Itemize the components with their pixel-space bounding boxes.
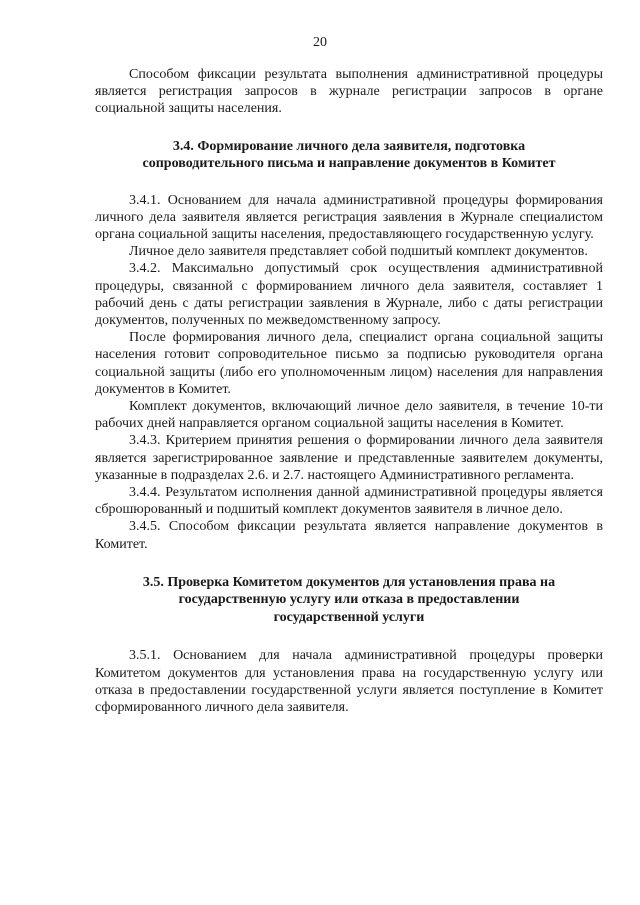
paragraph-3-4-5: 3.4.5. Способом фиксации результата является направление документов в Комитет.	[95, 519, 603, 552]
paragraph-3-4-2: 3.4.2. Максимально допустимый срок осуществления административной процедуры, связанной с формированием личного дела заявителя, составляет 1 рабочий день с даты регистрации заявления в Журнале, либо с даты регистрации документов, полученных по межведомственному запросу.	[95, 261, 603, 329]
paragraph-3-4-1: 3.4.1. Основанием для начала административной процедуры формирования личного дела заявителя является регистрация заявления в Журнале специалистом органа социальной защиты населения, предоставляющего государственную услугу.	[95, 192, 603, 243]
paragraph-3-5-1: 3.5.1. Основанием для начала административной процедуры проверки Комитетом документов для установления права на государственную услугу или отказа в предоставлении государственной услуги является поступление в Комитет сформированного личного дела заявителя.	[95, 648, 603, 715]
intro-paragraph: Способом фиксации результата выполнения административной процедуры является регистрация запросов в журнале регистрации запросов в органе социальной защиты населения.	[95, 67, 603, 117]
paragraph-3-4-4: 3.4.4. Результатом исполнения данной административной процедуры является сброшюрованный и подшитый комплект документов заявителя в личное дело.	[95, 485, 603, 518]
paragraph-personal-file: Личное дело заявителя представляет собой подшитый комплект документов.	[129, 244, 588, 260]
paragraph-3-4-3: 3.4.3. Критерием принятия решения о формировании личного дела заявителя является зарегистрированное заявление и представленные заявителем документы, указанные в подразделах 2.6. и 2.7. настоящего Административного регламента.	[95, 433, 603, 483]
section-3-4-heading: 3.4. Формирование личного дела заявителя, подготовка сопроводительного письма и направление документов в Комитет	[142, 138, 556, 172]
paragraph-document-set: Комплект документов, включающий личное дело заявителя, в течение 10-ти рабочих дней направляется органом социальной защиты населения в Комитет.	[95, 399, 603, 432]
page-content	[95, 66, 603, 716]
page-number: 20	[313, 35, 327, 50]
section-3-5-heading: 3.5. Проверка Комитетом документов для установления права на государственную услугу или отказа в предоставлении государственной услуги	[142, 574, 556, 625]
paragraph-cover-letter: После формирования личного дела, специалист органа социальной защиты населения готовит сопроводительное письмо за подписью руководителя органа социальной защиты (либо его уполномоченным лицом) населения для направления документов в Комитет.	[95, 330, 603, 397]
